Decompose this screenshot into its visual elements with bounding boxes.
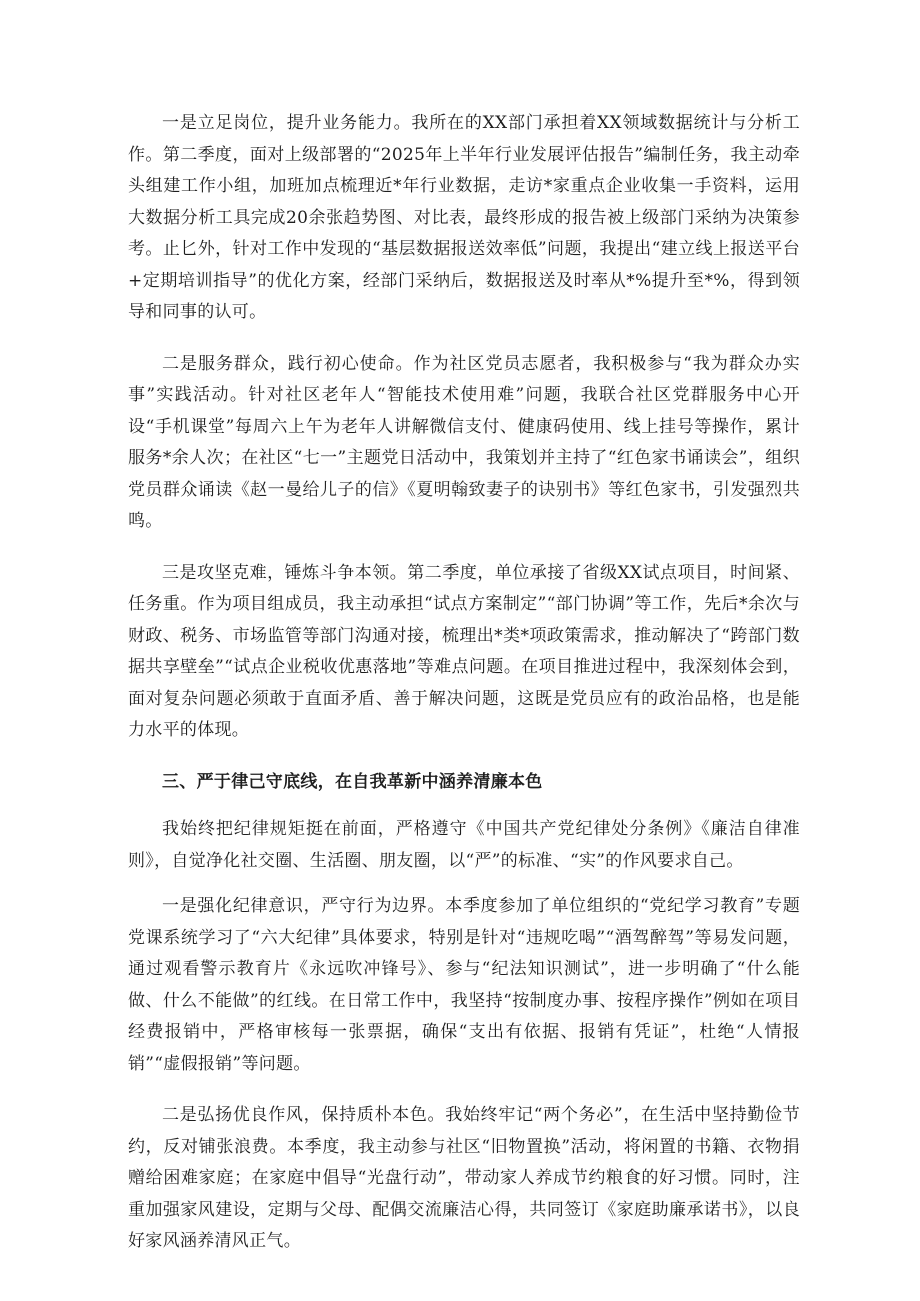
paragraph-discipline-awareness: 一是强化纪律意识，严守行为边界。本季度参加了单位组织的“党纪学习教育”专题党课系统学习了“六大纪律”具体要求，特别是针对“违规吃喝”“酒驾醉驾”等易发问题，通过观看警示教育片《永远吹冲锋号》、参与“纪法知识测试”，进一步明确了“什么能做、什么不能做”的红线。在日常工作中，我坚持“按制度办事、按程序操作”例如在项目经费报销中，严格审核每一张票据，确保“支出有依据、报销有凭证”，杜绝“人情报销”“虚假报销”等问题。 xyxy=(128,896,800,1074)
document-page xyxy=(128,108,800,1278)
section-heading: 三、严于律己守底线，在自我革新中涵养清廉本色 xyxy=(162,771,543,792)
paragraph-overcome-difficulties: 三是攻坚克难，锤炼斗争本领。第二季度，单位承接了省级XX试点项目，时间紧、任务重。作为项目组成员，我主动承担“试点方案制定”“部门协调”等工作，先后*余次与财政、税务、市场监管等部门沟通对接，梳理出*类*项政策需求，推动解决了“跨部门数据共享壁垒”“试点企业税收优惠落地”等难点问题。在项目推进过程中，我深刻体会到，面对复杂问题必须敢于直面矛盾、善于解决问题，这既是党员应有的政治品格，也是能力水平的体现。 xyxy=(128,562,800,740)
paragraph-work-ability: 一是立足岗位，提升业务能力。我所在的XX部门承担着XX领域数据统计与分析工作。第二季度，面对上级部署的“2025年上半年行业发展评估报告”编制任务，我主动牵头组建工作小组，加班加点梳理近*年行业数据，走访*家重点企业收集一手资料，运用大数据分析工具完成20余张趋势图、对比表，最终形成的报告被上级部门采纳为决策参考。止匕外，针对工作中发现的“基层数据报送效率低”问题，我提出“建立线上报送平台+定期培训指导”的优化方案，经部门采纳后，数据报送及时率从*%提升至*%，得到领导和同事的认可。 xyxy=(128,113,800,322)
paragraph-fine-style: 二是弘扬优良作风，保持质朴本色。我始终牢记“两个务必”，在生活中坚持勤俭节约，反对铺张浪费。本季度，我主动参与社区“旧物置换”活动，将闲置的书籍、衣物捐赠给困难家庭；在家庭中倡导“光盘行动”，带动家人养成节约粮食的好习惯。同时，注重加强家风建设，定期与父母、配偶交流廉洁心得，共同签订《家庭助廉承诺书》，以良好家风涵养清风正气。 xyxy=(128,1105,800,1251)
paragraph-discipline-intro: 我始终把纪律规矩挺在前面，严格遵守《中国共产党纪律处分条例》《廉洁自律准则》，自觉净化社交圈、生活圈、朋友圈，以“严”的标准、“实”的作风要求自己。 xyxy=(128,819,800,871)
paragraph-serve-masses: 二是服务群众，践行初心使命。作为社区党员志愿者，我积极参与“我为群众办实事”实践活动。针对社区老年人“智能技术使用难”问题，我联合社区党群服务中心开设“手机课堂”每周六上午为老年人讲解微信支付、健康码使用、线上挂号等操作，累计服务*余人次；在社区“七一”主题党日活动中，我策划并主持了“红色家书诵读会”，组织党员群众诵读《赵一曼给儿子的信》《夏明翰致妻子的诀别书》等红色家书，引发强烈共鸣。 xyxy=(128,353,800,531)
